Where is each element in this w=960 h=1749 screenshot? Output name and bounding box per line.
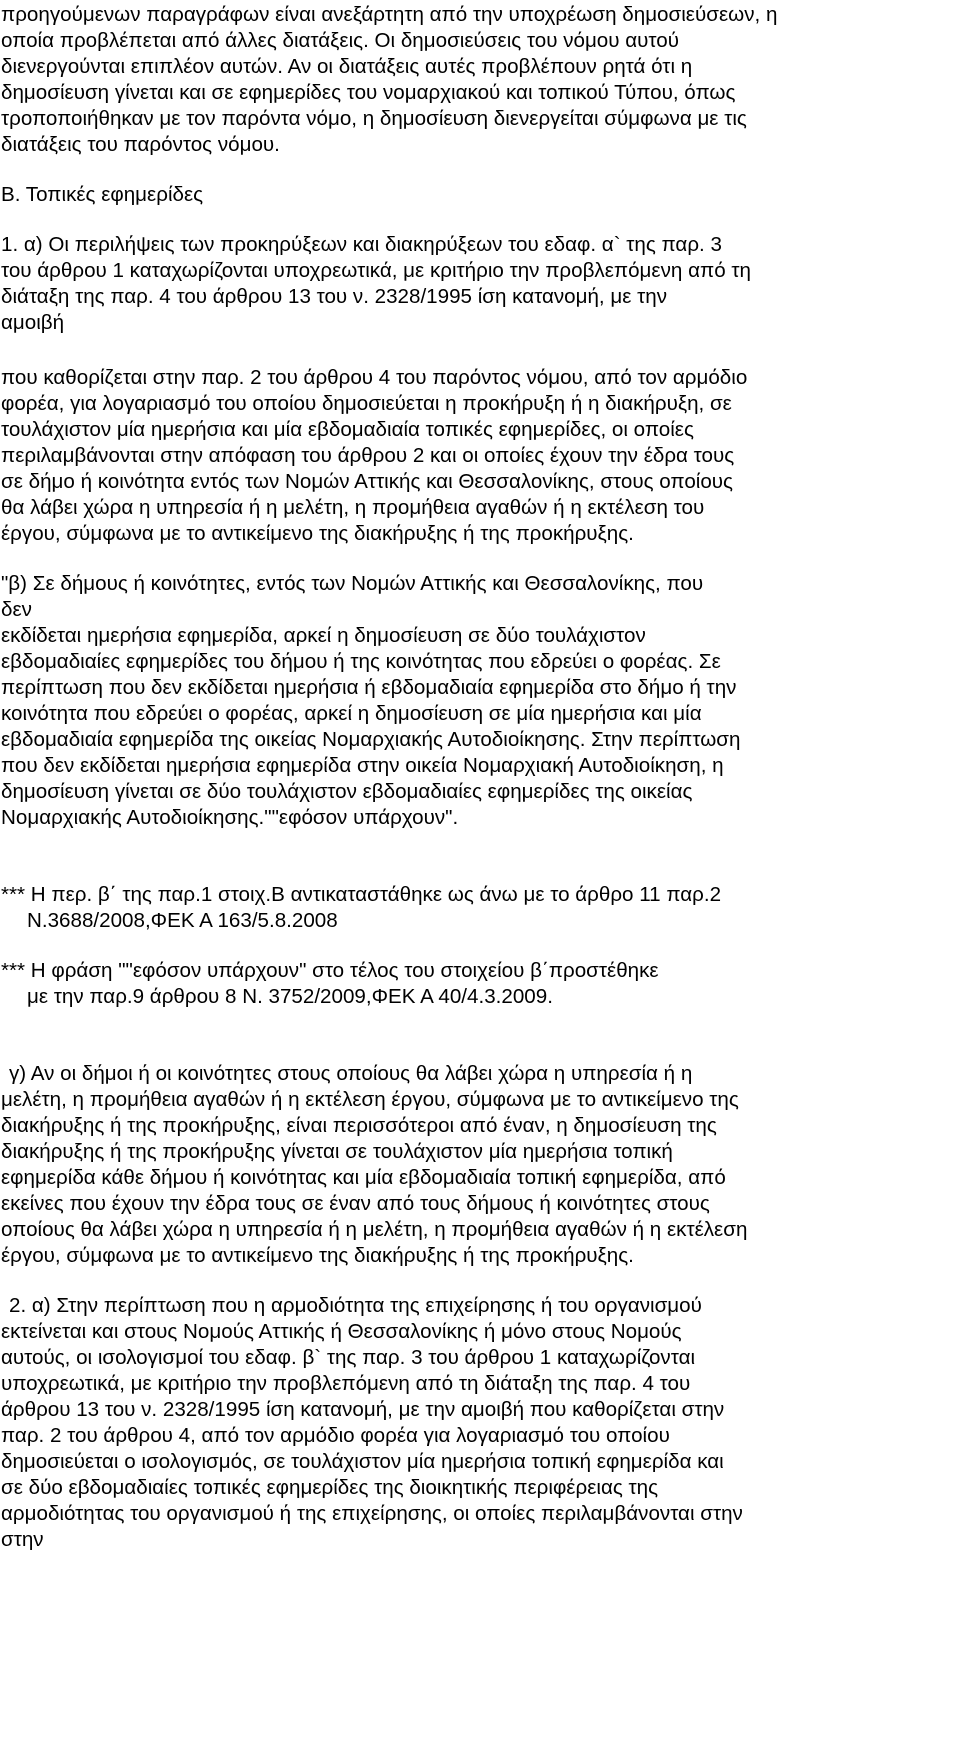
text-line: οποία προβλέπεται από άλλες διατάξεις. Οι δημοσιεύσεις του νόμου αυτού (1, 29, 679, 52)
text-line: υποχρεωτικά, με κριτήριο την προβλεπόμενη από τη διάταξη της παρ. 4 του (1, 1372, 691, 1395)
footnote-line: *** Η περ. β΄ της παρ.1 στοιχ.Β αντικαταστάθηκε ως άνω με το άρθρο 11 παρ.2 (1, 883, 722, 906)
text-line: 2. α) Στην περίπτωση που η αρμοδιότητα της επιχείρησης ή του οργανισμού (9, 1294, 702, 1317)
footnote-line: με την παρ.9 άρθρου 8 Ν. 3752/2009,ΦΕΚ Α 40/4.3.2009. (27, 985, 553, 1008)
text-line: αρμοδιότητας του οργανισμού ή της επιχείρησης, οι οποίες περιλαμβάνονται στην (1, 1502, 743, 1525)
text-line: δημοσιεύεται ο ισολογισμός, σε τουλάχιστον μία ημερήσια τοπική εφημερίδα και (1, 1450, 724, 1473)
text-line: διενεργούνται επιπλέον αυτών. Αν οι διατάξεις αυτές προβλέπουν ρητά ότι η (1, 55, 693, 78)
text-line: διατάξεις του παρόντος νόμου. (1, 133, 280, 156)
text-line: δημοσίευση γίνεται και σε εφημερίδες του νομαρχιακού και τοπικού Τύπου, όπως (1, 81, 736, 104)
text-line: δεν (1, 598, 32, 621)
text-line: αυτούς, οι ισολογισμοί του εδαφ. β` της παρ. 3 του άρθρου 1 καταχωρίζονται (1, 1346, 696, 1369)
text-line: που καθορίζεται στην παρ. 2 του άρθρου 4 του παρόντος νόμου, από τον αρμόδιο (1, 366, 748, 389)
footnote-line: Ν.3688/2008,ΦΕΚ Α 163/5.8.2008 (27, 909, 338, 932)
text-line: έργου, σύμφωνα με το αντικείμενο της διακήρυξης ή της προκήρυξης. (1, 522, 634, 545)
text-line: διάταξη της παρ. 4 του άρθρου 13 του ν. 2328/1995 ίση κατανομή, με την (1, 285, 668, 308)
section-heading: Β. Τοπικές εφημερίδες (1, 183, 204, 206)
text-line: εκδίδεται ημερήσια εφημερίδα, αρκεί η δημοσίευση σε δύο τουλάχιστον (1, 624, 646, 647)
text-line: έργου, σύμφωνα με το αντικείμενο της διακήρυξης ή της προκήρυξης. (1, 1244, 634, 1267)
text-line: προηγούμενων παραγράφων είναι ανεξάρτητη από την υποχρέωση δημοσιεύσεων, η (1, 3, 778, 26)
text-line: τουλάχιστον μία ημερήσια και μία εβδομαδιαία τοπικές εφημερίδες, οι οποίες (1, 418, 694, 441)
text-line: σε δύο εβδομαδιαίες τοπικές εφημερίδες της διοικητικής περιφέρειας της (1, 1476, 659, 1499)
text-line: "β) Σε δήμους ή κοινότητες, εντός των Νομών Αττικής και Θεσσαλονίκης, που (1, 572, 704, 595)
text-line: άρθρου 13 του ν. 2328/1995 ίση κατανομή, με την αμοιβή που καθορίζεται στην (1, 1398, 725, 1421)
text-line: στην (1, 1528, 44, 1551)
text-line: 1. α) Οι περιλήψεις των προκηρύξεων και διακηρύξεων του εδαφ. α` της παρ. 3 (1, 233, 722, 256)
text-line: εβδομαδιαίες εφημερίδες του δήμου ή της κοινότητας που εδρεύει ο φορέας. Σε (1, 650, 721, 673)
footnote-line: *** Η φράση ""εφόσον υπάρχουν" στο τέλος του στοιχείου β΄προστέθηκε (1, 959, 659, 982)
text-line: τροποποιήθηκαν με τον παρόντα νόμο, η δημοσίευση διενεργείται σύμφωνα με τις (1, 107, 747, 130)
text-line: οποίους θα λάβει χώρα η υπηρεσία ή η μελέτη, η προμήθεια αγαθών ή η εκτέλεση (1, 1218, 748, 1241)
text-line: θα λάβει χώρα η υπηρεσία ή η μελέτη, η προμήθεια αγαθών ή η εκτέλεση του (1, 496, 705, 519)
text-line: του άρθρου 1 καταχωρίζονται υποχρεωτικά, με κριτήριο την προβλεπόμενη από τη (1, 259, 751, 282)
text-line: μελέτη, η προμήθεια αγαθών ή η εκτέλεση έργου, σύμφωνα με το αντικείμενο της (1, 1088, 739, 1111)
text-line: κοινότητα που εδρεύει ο φορέας, αρκεί η δημοσίευση σε μία ημερήσια και μία (1, 702, 702, 725)
text-line: Νομαρχιακής Αυτοδιοίκησης.""εφόσον υπάρχουν". (1, 806, 459, 829)
text-line: εβδομαδιαία εφημερίδα της οικείας Νομαρχιακής Αυτοδιοίκησης. Στην περίπτωση (1, 728, 741, 751)
text-line: αμοιβή (1, 311, 65, 334)
text-line: περίπτωση που δεν εκδίδεται ημερήσια ή εβδομαδιαία εφημερίδα στο δήμο ή την (1, 676, 737, 699)
text-line: γ) Αν οι δήμοι ή οι κοινότητες στους οποίους θα λάβει χώρα η υπηρεσία ή η (9, 1062, 693, 1085)
text-line: περιλαμβάνονται στην απόφαση του άρθρου 2 και οι οποίες έχουν την έδρα τους (1, 444, 735, 467)
text-line: σε δήμο ή κοινότητα εντός των Νομών Αττικής και Θεσσαλονίκης, στους οποίους (1, 470, 733, 493)
text-line: διακήρυξης ή της προκήρυξης, είναι περισσότεροι από έναν, η δημοσίευση της (1, 1114, 717, 1137)
text-line: εφημερίδα κάθε δήμου ή κοινότητας και μία εβδομαδιαία τοπική εφημερίδα, από (1, 1166, 726, 1189)
text-line: φορέα, για λογαριασμό του οποίου δημοσιεύεται η προκήρυξη ή η διακήρυξη, σε (1, 392, 732, 415)
text-line: που δεν εκδίδεται ημερήσια εφημερίδα στην οικεία Νομαρχιακή Αυτοδιοίκηση, η (1, 754, 724, 777)
text-line: εκείνες που έχουν την έδρα τους σε έναν από τους δήμους ή κοινότητες στους (1, 1192, 710, 1215)
text-line: παρ. 2 του άρθρου 4, από τον αρμόδιο φορέα για λογαριασμό του οποίου (1, 1424, 670, 1447)
text-line: διακήρυξης ή της προκήρυξης γίνεται σε τουλάχιστον μία ημερήσια τοπική (1, 1140, 673, 1163)
text-line: δημοσίευση γίνεται σε δύο τουλάχιστον εβδομαδιαίες εφημερίδες της οικείας (1, 780, 693, 803)
text-line: εκτείνεται και στους Νομούς Αττικής ή Θεσσαλονίκης ή μόνο στους Νομούς (1, 1320, 682, 1343)
